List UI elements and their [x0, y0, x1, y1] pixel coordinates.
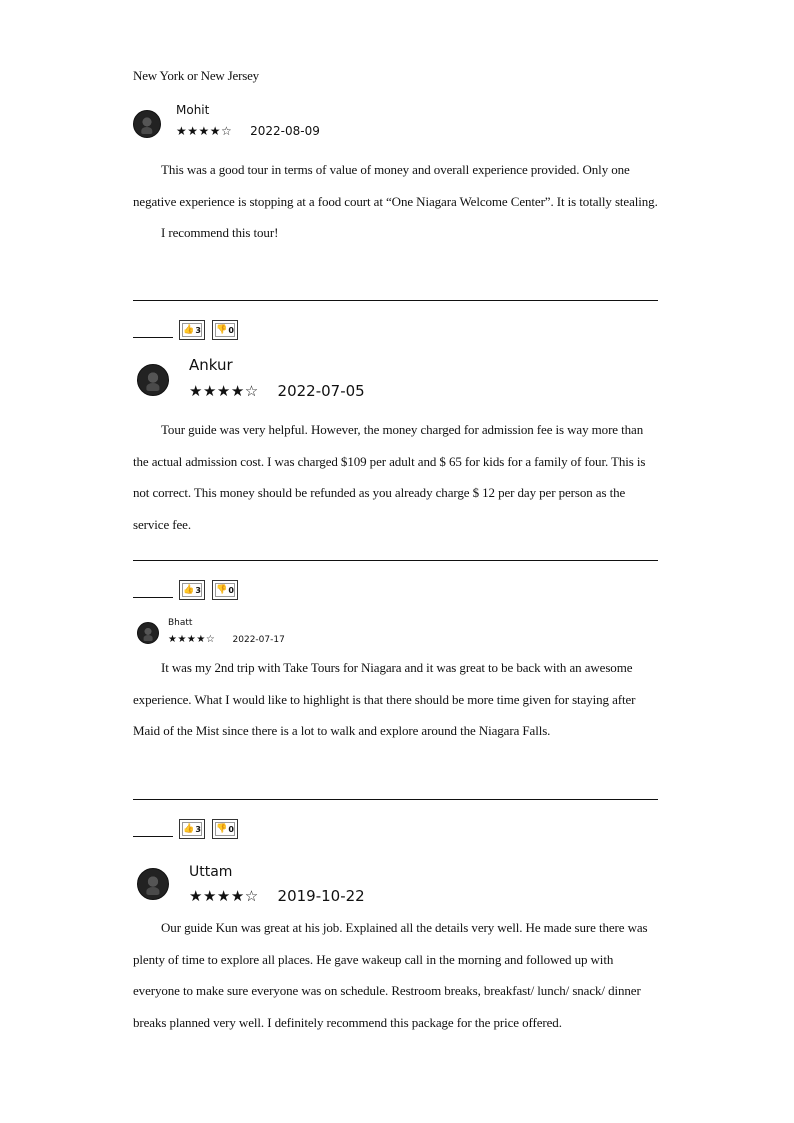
rating-row [176, 124, 320, 138]
dislike-button[interactable] [212, 320, 238, 340]
review-paragraph: I recommend this tour! [161, 225, 279, 240]
reviewer-name: Bhatt [168, 618, 193, 628]
dislike-button[interactable] [212, 580, 238, 600]
review-paragraph: It was my 2nd trip with Take Tours for Niagara and it was great to be back with an awesome experience. What I would like to highlight is that there should be more time given for staying after Maid of the Mist since there is a lot to walk and explore around the Niagara Falls. [133, 660, 636, 738]
like-button[interactable] [179, 580, 205, 600]
star-icon: ★★★★☆ [168, 634, 216, 645]
thumbs-up-icon: 👍 [183, 325, 195, 335]
review-text [133, 652, 661, 747]
review-text [133, 154, 661, 249]
review-card [133, 98, 661, 240]
vote-bar [133, 819, 245, 839]
dislike-button[interactable] [212, 819, 238, 839]
like-count: 3 [195, 325, 201, 335]
divider [133, 799, 658, 800]
thumbs-down-icon: 👎 [216, 824, 228, 834]
reviewer-header [133, 98, 661, 142]
thumbs-up-icon: 👍 [183, 585, 195, 595]
vote-underline [133, 337, 173, 338]
vote-underline [133, 597, 173, 598]
review-date: 2022-07-17 [232, 635, 285, 645]
like-button[interactable] [179, 819, 205, 839]
star-icon: ★★★★☆ [189, 887, 259, 905]
rating-row [189, 382, 365, 400]
like-count: 3 [195, 824, 201, 834]
like-count: 3 [195, 585, 201, 595]
dislike-count: 0 [228, 824, 234, 834]
reviewer-name: Mohit [176, 103, 210, 117]
review-text [133, 414, 661, 540]
review-paragraph: Tour guide was very helpful. However, the money charged for admission fee is way more than the actual admission cost. I was charged $109 per adult and $ 65 for kids for a family of four. This is not correct. This money should be refunded as you already charge $ 12 per day per person as the service fee. [133, 422, 646, 532]
reviewer-header [133, 352, 661, 400]
star-icon: ★★★★☆ [189, 382, 259, 400]
rating-row [189, 887, 365, 905]
review-date: 2019-10-22 [277, 887, 365, 905]
review-paragraph: Our guide Kun was great at his job. Explained all the details very well. He made sure there was plenty of time to explore all places. He gave wakeup call in the morning and followed up with everyone to make sure everyone was on schedule. Restroom breaks, breakfast/ lunch/ snack/ dinner breaks planned very well. I definitely recommend this package for the price offered. [133, 920, 648, 1030]
like-button[interactable] [179, 320, 205, 340]
user-avatar-icon [137, 622, 159, 644]
user-avatar-icon [137, 868, 169, 900]
rating-row [168, 634, 285, 645]
reviewer-name: Uttam [189, 864, 233, 880]
divider [133, 560, 658, 561]
user-avatar-icon [137, 364, 169, 396]
review-text [133, 912, 661, 1038]
review-date: 2022-07-05 [277, 382, 365, 400]
reviewer-header [133, 614, 661, 650]
thumbs-down-icon: 👎 [216, 325, 228, 335]
divider [133, 300, 658, 301]
reviewer-name: Ankur [189, 356, 233, 374]
review-card [133, 860, 661, 1030]
page-title: New York or New Jersey [133, 68, 259, 83]
star-icon: ★★★★☆ [176, 124, 233, 138]
thumbs-up-icon: 👍 [183, 824, 195, 834]
review-paragraph: This was a good tour in terms of value of money and overall experience provided. Only one negative experience is stopping at a food court at “One Niagara Welcome Center”. It is totally stealing. [133, 162, 658, 209]
reviewer-header [133, 860, 661, 904]
user-avatar-icon [133, 110, 161, 138]
vote-bar [133, 320, 245, 340]
review-card [133, 614, 661, 738]
vote-underline [133, 836, 173, 837]
thumbs-down-icon: 👎 [216, 585, 228, 595]
review-card [133, 352, 661, 532]
review-date: 2022-08-09 [250, 124, 320, 138]
dislike-count: 0 [228, 585, 234, 595]
dislike-count: 0 [228, 325, 234, 335]
vote-bar [133, 580, 245, 600]
